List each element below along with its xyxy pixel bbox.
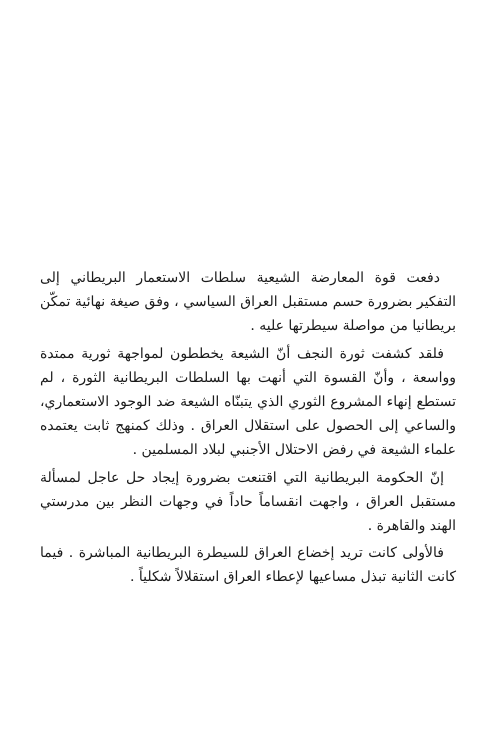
paragraph-3-text: إنّ الحكومة البريطانية التي اقتنعت بضرورة إيجاد حل عاجل لمسألة مستقبل العراق ، واجهت انقساماً حاداً في وجهات النظر بين مدرستي الهند والقاهرة . xyxy=(40,469,456,535)
paragraph-1-text: دفعت قوة المعارضة الشيعية سلطات الاستعمار البريطاني إلى التفكير بضرورة حسم مستقبل العراق السياسي ، وفق صيغة نهائية تمكّن بريطانيا من مواصلة سيطرتها عليه . xyxy=(40,270,456,335)
paragraph-4-text: فالأولى كانت تريد إخضاع العراق للسيطرة البريطانية المباشرة . فيما كانت الثانية تبذل مساعيها لإعطاء العراق استقلالاً شكلياً . xyxy=(40,545,456,586)
paragraph-3 xyxy=(40,466,456,539)
paragraph-2 xyxy=(40,342,456,463)
body-text xyxy=(40,266,456,593)
paragraph-4 xyxy=(40,541,456,589)
paragraph-1 xyxy=(40,266,456,339)
paragraph-2-text: فلقد كشفت ثورة النجف أنّ الشيعة يخططون لمواجهة ثورية ممتدة وواسعة ، وأنّ القسوة التي أنهت بها السلطات البريطانية الثورة ، لم تستطع إنهاء المشروع الثوري الذي يتبنّاه الشيعة ضد الوجود الاستعماري، والساعي إلى الحصول على استقلال العراق . وذلك كمنهج ثابت يعتمده علماء الشيعة في رفض الاحتلال الأجنبي لبلاد المسلمين . xyxy=(40,345,456,459)
